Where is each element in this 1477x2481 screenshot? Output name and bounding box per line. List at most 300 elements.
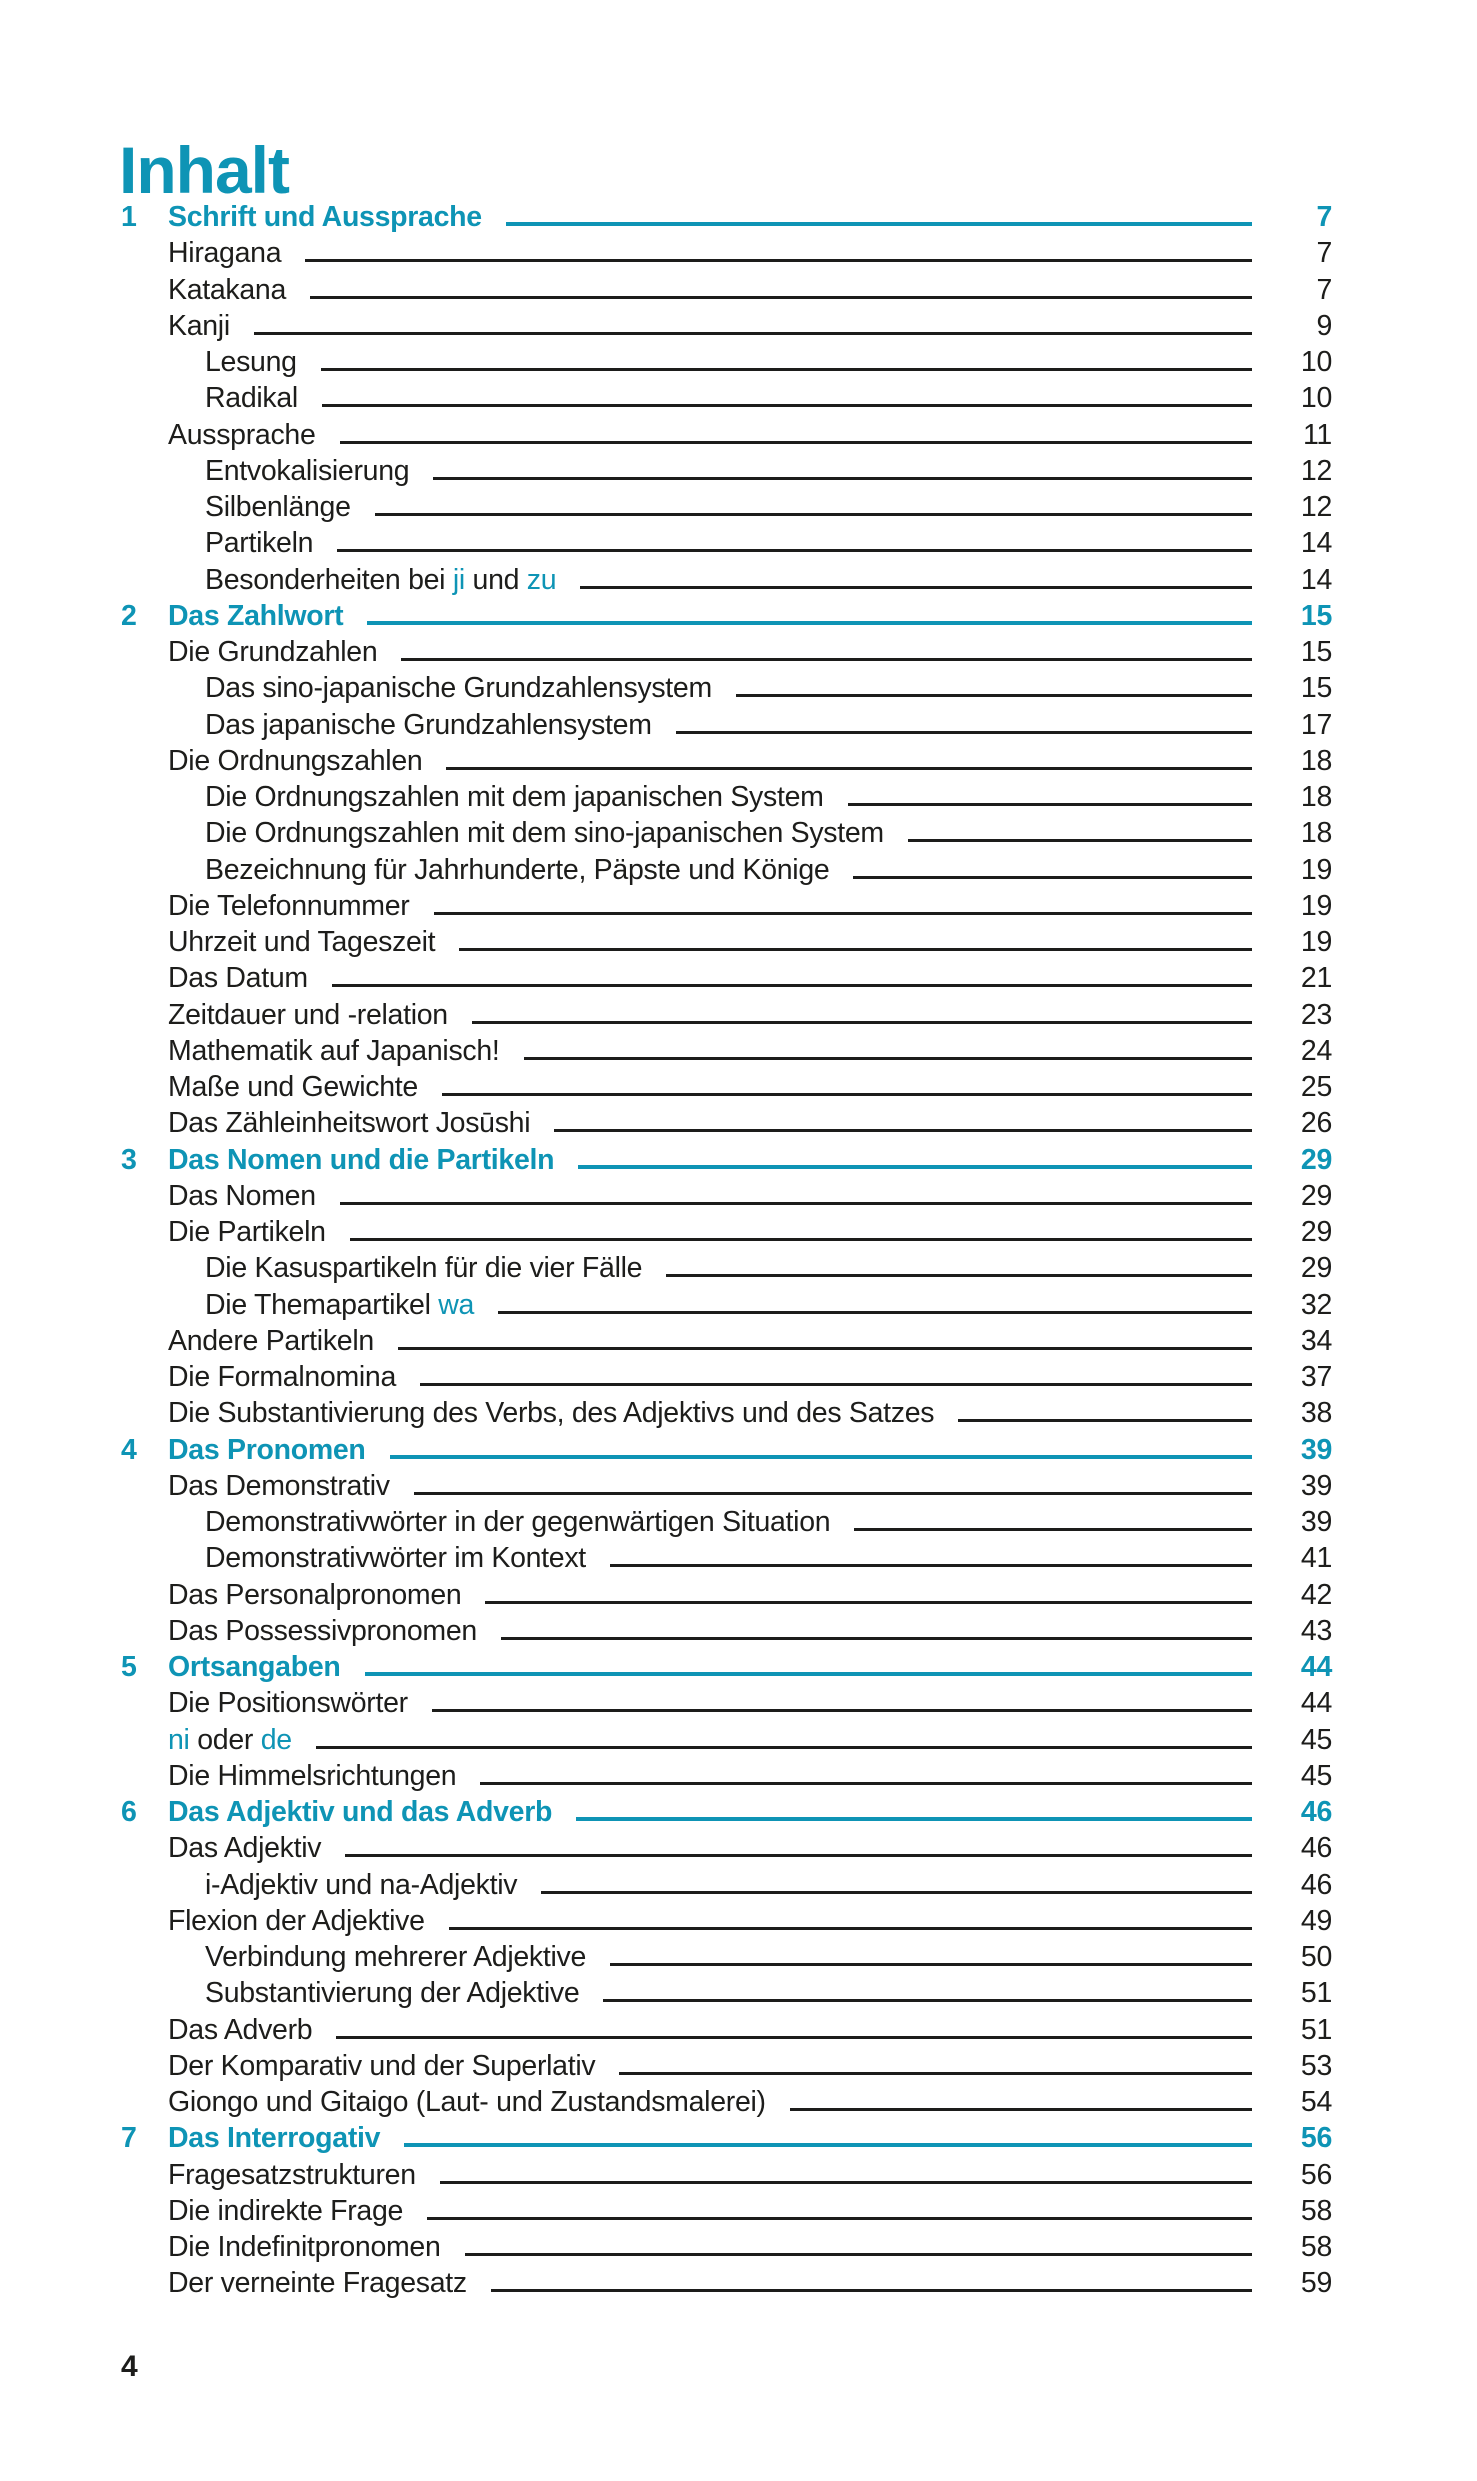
entry-label-accent-word: Das Pronomen — [168, 1433, 366, 1466]
entry-label — [205, 489, 351, 525]
entry-page-number: 42 — [1300, 1578, 1332, 1611]
entry-page-number: 21 — [1300, 962, 1332, 995]
entry-label-text: Flexion der Adjektive — [168, 1904, 425, 1937]
toc-entry — [121, 2229, 1332, 2265]
toc-entry — [121, 1323, 1332, 1359]
entry-label-text: Das Zähleinheitswort Josūshi — [168, 1107, 531, 1140]
entry-page-number: 14 — [1300, 563, 1332, 596]
chapter-number: 7 — [121, 2122, 137, 2155]
toc-entry — [121, 852, 1332, 888]
chapter-number: 5 — [121, 1651, 137, 1683]
leader-line — [433, 477, 1252, 480]
entry-page-number: 59 — [1300, 2267, 1332, 2300]
leader-line — [848, 803, 1252, 806]
entry-page-number: 37 — [1300, 1361, 1332, 1393]
entry-label-text: Die Kasuspartikeln für die vier Fälle — [205, 1252, 643, 1285]
leader-line — [350, 1238, 1252, 1241]
entry-label — [205, 562, 556, 598]
leader-line — [610, 1963, 1252, 1966]
entry-label-text: Die Ordnungszahlen mit dem sino-japanischen System — [205, 817, 884, 850]
entry-label-text: Das Demonstrativ — [168, 1469, 390, 1502]
entry-label — [205, 1287, 474, 1323]
leader-line — [501, 1637, 1252, 1640]
entry-page-number: 39 — [1300, 1469, 1332, 1502]
leader-line — [603, 1999, 1252, 2002]
entry-page-number: 19 — [1300, 889, 1332, 922]
leader-line — [449, 1927, 1252, 1930]
entry-page-number: 15 — [1300, 599, 1332, 632]
leader-line — [446, 767, 1252, 770]
entry-label — [168, 1359, 396, 1395]
entry-page-number: 29 — [1300, 1143, 1332, 1176]
entry-label — [168, 308, 230, 344]
leader-line — [610, 1564, 1252, 1567]
entry-label-text: Die Indefinitpronomen — [168, 2231, 441, 2263]
entry-page-number: 10 — [1300, 382, 1332, 415]
toc-entry — [121, 380, 1332, 416]
entry-page-number: 26 — [1300, 1107, 1332, 1140]
leader-line — [958, 1419, 1252, 1422]
entry-label — [205, 1250, 642, 1286]
entry-label — [168, 1794, 552, 1830]
entry-page-number: 44 — [1300, 1687, 1332, 1720]
entry-label — [205, 1540, 586, 1576]
entry-label — [168, 1069, 418, 1105]
toc-entry — [121, 779, 1332, 815]
page-number: 4 — [121, 2350, 138, 2383]
toc-entry — [121, 1287, 1332, 1323]
entry-page-number: 39 — [1300, 1506, 1332, 1538]
leader-line — [310, 296, 1252, 299]
entry-label — [168, 1178, 316, 1214]
chapter-number: 3 — [121, 1143, 137, 1176]
entry-page-number: 29 — [1300, 1216, 1332, 1248]
toc-entry — [121, 1685, 1332, 1721]
entry-page-number: 10 — [1300, 346, 1332, 378]
toc-entry — [121, 1577, 1332, 1613]
entry-page-number: 12 — [1300, 491, 1332, 523]
leader-line — [908, 839, 1252, 842]
entry-page-number: 7 — [1316, 237, 1332, 270]
entry-label-accent-word: de — [260, 1723, 292, 1756]
chapter-number: 2 — [121, 599, 137, 632]
entry-label-text: Lesung — [205, 346, 297, 378]
leader-line — [345, 1854, 1252, 1857]
entry-label-accent-word: ji — [452, 563, 465, 596]
entry-page-number: 43 — [1300, 1614, 1332, 1647]
entry-label — [168, 1830, 321, 1866]
toc-entry — [121, 344, 1332, 380]
toc-entry — [121, 2048, 1332, 2084]
entry-label — [168, 1214, 326, 1250]
entry-label — [168, 2229, 441, 2265]
toc-entry — [121, 1830, 1332, 1866]
entry-label-accent-word: Das Adjektiv und das Adverb — [168, 1796, 553, 1828]
entry-label-accent-word: Schrift und Aussprache — [168, 201, 482, 233]
toc-entry — [121, 1722, 1332, 1758]
leader-line — [524, 1057, 1252, 1060]
toc-entry — [121, 489, 1332, 525]
entry-label — [168, 1613, 477, 1649]
entry-label — [205, 1867, 517, 1903]
toc-entry — [121, 1069, 1332, 1105]
entry-page-number: 46 — [1300, 1796, 1332, 1828]
entry-label-text: Das Adverb — [168, 2013, 313, 2046]
entry-label-text: Die Himmelsrichtungen — [168, 1759, 457, 1792]
entry-label — [168, 1432, 366, 1468]
entry-page-number: 24 — [1300, 1034, 1332, 1067]
toc-entry — [121, 2265, 1332, 2301]
leader-line — [440, 2181, 1252, 2184]
leader-line — [321, 368, 1252, 371]
entry-label-text: Das sino-japanische Grundzahlensystem — [205, 672, 712, 705]
entry-page-number: 45 — [1300, 1759, 1332, 1792]
entry-label-text: Die Substantivierung des Verbs, des Adjektivs und des Satzes — [168, 1397, 935, 1430]
entry-label-text: Die Ordnungszahlen mit dem japanischen System — [205, 781, 824, 813]
leader-line — [442, 1093, 1252, 1096]
entry-label — [168, 598, 343, 634]
entry-label — [168, 634, 377, 670]
toc-entry — [121, 1939, 1332, 1975]
entry-label — [168, 1685, 408, 1721]
leader-line — [420, 1383, 1252, 1386]
toc-entry — [121, 199, 1332, 235]
entry-label-text: Fragesatzstrukturen — [168, 2158, 416, 2191]
entry-label-text: Die Formalnomina — [168, 1361, 397, 1393]
chapter-number: 4 — [121, 1433, 137, 1466]
toc-entry — [121, 997, 1332, 1033]
leader-line — [316, 1746, 1252, 1749]
entry-page-number: 56 — [1300, 2122, 1332, 2155]
entry-page-number: 39 — [1300, 1433, 1332, 1466]
entry-page-number: 51 — [1300, 1977, 1332, 2010]
entry-page-number: 18 — [1300, 817, 1332, 850]
entry-label-text: Radikal — [205, 382, 298, 415]
toc-entry — [121, 924, 1332, 960]
entry-label-text: Demonstrativwörter in der gegenwärtigen Situation — [205, 1506, 831, 1538]
entry-label — [205, 707, 652, 743]
leader-line — [465, 2253, 1252, 2256]
entry-page-number: 11 — [1303, 418, 1332, 451]
page-title: Inhalt — [119, 133, 289, 208]
entry-label-accent-word: Das Nomen und die Partikeln — [168, 1143, 555, 1176]
entry-label-text: Giongo und Gitaigo (Laut- und Zustandsmalerei) — [168, 2086, 766, 2118]
entry-label — [168, 1577, 461, 1613]
toc-entry — [121, 1975, 1332, 2011]
entry-label — [205, 525, 313, 561]
entry-label — [168, 199, 482, 235]
entry-label — [168, 743, 422, 779]
toc-entry — [121, 1142, 1332, 1178]
entry-label-accent-word: Ortsangaben — [168, 1651, 341, 1683]
entry-page-number: 44 — [1300, 1651, 1332, 1683]
leader-line — [790, 2108, 1252, 2111]
entry-page-number: 45 — [1300, 1723, 1332, 1756]
leader-line — [736, 694, 1252, 697]
entry-label — [168, 2084, 766, 2120]
entry-label — [168, 1903, 425, 1939]
entry-label — [205, 1504, 830, 1540]
leader-line — [365, 1672, 1253, 1676]
entry-page-number: 7 — [1316, 273, 1332, 306]
entry-label — [205, 779, 824, 815]
entry-label — [168, 1105, 530, 1141]
entry-label — [168, 2193, 403, 2229]
leader-line — [340, 1202, 1252, 1205]
chapter-number: 6 — [121, 1796, 137, 1828]
entry-page-number: 46 — [1300, 1868, 1332, 1901]
leader-line — [367, 621, 1252, 625]
toc-entry — [121, 1250, 1332, 1286]
toc-entry — [121, 1395, 1332, 1431]
toc-entry — [121, 2084, 1332, 2120]
toc-entry — [121, 888, 1332, 924]
entry-label-text: Das Possessivpronomen — [168, 1614, 477, 1647]
entry-page-number: 25 — [1300, 1071, 1332, 1103]
entry-label-text: Partikeln — [205, 527, 314, 560]
leader-line — [485, 1601, 1252, 1604]
leader-line — [853, 876, 1252, 879]
entry-label — [205, 852, 829, 888]
entry-label-text: oder — [189, 1723, 261, 1756]
entry-label — [168, 1758, 456, 1794]
entry-page-number: 46 — [1300, 1832, 1332, 1865]
toc-entry — [121, 1359, 1332, 1395]
entry-label-text: Substantivierung der Adjektive — [205, 1977, 580, 2010]
entry-label-text: Katakana — [168, 273, 287, 306]
toc-list — [121, 199, 1332, 2302]
leader-line — [434, 912, 1253, 915]
entry-label — [168, 2157, 416, 2193]
toc-entry — [121, 272, 1332, 308]
toc-entry — [121, 1794, 1332, 1830]
toc-entry — [121, 1033, 1332, 1069]
entry-label — [168, 1395, 934, 1431]
toc-entry — [121, 1613, 1332, 1649]
entry-page-number: 58 — [1300, 2231, 1332, 2263]
leader-line — [498, 1311, 1252, 1314]
leader-line — [506, 222, 1252, 226]
entry-page-number: 19 — [1300, 853, 1332, 886]
entry-label — [168, 235, 281, 271]
entry-page-number: 23 — [1300, 998, 1332, 1031]
entry-label — [168, 1468, 390, 1504]
leader-line — [427, 2217, 1252, 2220]
entry-label — [205, 815, 884, 851]
entry-label — [168, 1142, 554, 1178]
entry-label-text: Silbenlänge — [205, 491, 351, 523]
toc-entry — [121, 417, 1332, 453]
entry-label — [205, 670, 712, 706]
entry-label-text: Die Telefonnummer — [168, 889, 410, 922]
entry-label-text: Das Datum — [168, 962, 308, 995]
leader-line — [404, 2143, 1252, 2147]
leader-line — [491, 2289, 1252, 2292]
entry-label-text: Die Ordnungszahlen — [168, 744, 423, 777]
entry-page-number: 54 — [1300, 2086, 1332, 2118]
entry-label — [168, 2048, 595, 2084]
entry-label — [168, 888, 410, 924]
toc-entry — [121, 815, 1332, 851]
entry-label — [168, 2012, 312, 2048]
entry-page-number: 38 — [1300, 1397, 1332, 1430]
entry-page-number: 12 — [1300, 454, 1332, 487]
leader-line — [666, 1274, 1252, 1277]
toc-entry — [121, 1903, 1332, 1939]
entry-page-number: 34 — [1300, 1324, 1332, 1357]
entry-page-number: 58 — [1300, 2194, 1332, 2227]
entry-page-number: 50 — [1300, 1941, 1332, 1973]
toc-entry — [121, 525, 1332, 561]
toc-entry — [121, 743, 1332, 779]
entry-label-text: Die Positionswörter — [168, 1687, 408, 1720]
leader-line — [580, 586, 1252, 589]
toc-entry — [121, 308, 1332, 344]
entry-page-number: 51 — [1300, 2013, 1332, 2046]
leader-line — [554, 1129, 1252, 1132]
toc-entry — [121, 960, 1332, 996]
entry-page-number: 7 — [1316, 201, 1332, 233]
toc-entry — [121, 707, 1332, 743]
leader-line — [480, 1782, 1252, 1785]
entry-label-text: Das Personalpronomen — [168, 1578, 462, 1611]
toc-entry — [121, 453, 1332, 489]
leader-line — [676, 731, 1252, 734]
entry-label-text: Das japanische Grundzahlensystem — [205, 708, 652, 741]
entry-label-accent-word: wa — [438, 1288, 475, 1321]
leader-line — [254, 332, 1252, 335]
leader-line — [390, 1455, 1252, 1459]
entry-label-accent-word: zu — [526, 563, 557, 596]
leader-line — [854, 1528, 1252, 1531]
entry-label-text: Der Komparativ und der Superlativ — [168, 2049, 596, 2082]
leader-line — [459, 948, 1252, 951]
entry-page-number: 29 — [1300, 1252, 1332, 1285]
toc-entry — [121, 1758, 1332, 1794]
entry-label-text: Hiragana — [168, 237, 282, 270]
entry-label-accent-word: Das Zahlwort — [168, 599, 344, 632]
entry-page-number: 15 — [1300, 636, 1332, 668]
entry-label-accent-word: Das Interrogativ — [168, 2122, 381, 2155]
leader-line — [332, 984, 1252, 987]
entry-page-number: 32 — [1300, 1288, 1332, 1321]
entry-label-text: Die indirekte Frage — [168, 2194, 404, 2227]
entry-label-text: Kanji — [168, 309, 230, 342]
toc-entry — [121, 2120, 1332, 2156]
entry-label-accent-word: ni — [168, 1723, 190, 1756]
entry-page-number: 49 — [1300, 1904, 1332, 1937]
entry-label-text: Uhrzeit und Tageszeit — [168, 926, 436, 958]
leader-line — [472, 1021, 1252, 1024]
toc-entry — [121, 2157, 1332, 2193]
entry-label-text: und — [464, 563, 527, 596]
toc-entry — [121, 1468, 1332, 1504]
entry-label-text: Mathematik auf Japanisch! — [168, 1034, 500, 1067]
entry-label — [168, 1649, 341, 1685]
entry-label — [168, 960, 308, 996]
entry-label-text: Demonstrativwörter im Kontext — [205, 1542, 586, 1575]
entry-page-number: 56 — [1300, 2158, 1332, 2191]
entry-label-text: Aussprache — [168, 418, 316, 451]
leader-line — [619, 2072, 1252, 2075]
toc-entry — [121, 1214, 1332, 1250]
toc-entry — [121, 235, 1332, 271]
entry-label-text: Die Partikeln — [168, 1216, 326, 1248]
leader-line — [414, 1492, 1252, 1495]
leader-line — [340, 441, 1252, 444]
toc-entry — [121, 562, 1332, 598]
toc-entry — [121, 1105, 1332, 1141]
entry-page-number: 17 — [1300, 708, 1332, 741]
entry-label — [168, 1323, 374, 1359]
entry-label — [168, 2265, 467, 2301]
entry-label-text: Verbindung mehrerer Adjektive — [205, 1941, 587, 1973]
entry-label — [205, 453, 409, 489]
entry-page-number: 18 — [1300, 781, 1332, 813]
entry-label — [205, 380, 298, 416]
entry-page-number: 29 — [1300, 1179, 1332, 1212]
entry-label-text: Besonderheiten bei — [205, 563, 453, 596]
leader-line — [578, 1165, 1252, 1169]
toc-entry — [121, 2193, 1332, 2229]
entry-page-number: 41 — [1300, 1542, 1332, 1575]
entry-label-text: Entvokalisierung — [205, 454, 410, 487]
toc-entry — [121, 1432, 1332, 1468]
toc-entry — [121, 1504, 1332, 1540]
toc-entry — [121, 634, 1332, 670]
entry-label-text: Das Nomen — [168, 1179, 316, 1212]
entry-label-text: i-Adjektiv und na-Adjektiv — [205, 1868, 518, 1901]
entry-page-number: 18 — [1300, 744, 1332, 777]
entry-page-number: 19 — [1300, 926, 1332, 958]
entry-label — [168, 997, 448, 1033]
entry-label — [168, 2120, 380, 2156]
toc-entry — [121, 1540, 1332, 1576]
entry-page-number: 14 — [1300, 527, 1332, 560]
leader-line — [375, 513, 1252, 516]
leader-line — [576, 1817, 1252, 1821]
entry-label-text: Andere Partikeln — [168, 1324, 374, 1357]
leader-line — [398, 1347, 1252, 1350]
leader-line — [432, 1709, 1252, 1712]
entry-label-text: Zeitdauer und -relation — [168, 998, 448, 1031]
entry-page-number: 15 — [1300, 672, 1332, 705]
entry-label — [168, 924, 435, 960]
entry-label — [168, 417, 316, 453]
toc-entry — [121, 2012, 1332, 2048]
leader-line — [322, 404, 1252, 407]
entry-page-number: 9 — [1316, 309, 1332, 342]
entry-label — [205, 344, 297, 380]
entry-label — [205, 1975, 579, 2011]
toc-entry — [121, 670, 1332, 706]
leader-line — [401, 658, 1252, 661]
entry-label-text: Das Adjektiv — [168, 1832, 322, 1865]
entry-label-text: Bezeichnung für Jahrhunderte, Päpste und Könige — [205, 853, 830, 886]
entry-label — [168, 1722, 292, 1758]
entry-label — [205, 1939, 586, 1975]
entry-page-number: 53 — [1300, 2049, 1332, 2082]
leader-line — [541, 1891, 1252, 1894]
toc-entry — [121, 1867, 1332, 1903]
toc-entry — [121, 1649, 1332, 1685]
entry-label-text: Der verneinte Fragesatz — [168, 2267, 467, 2300]
leader-line — [337, 549, 1252, 552]
toc-entry — [121, 598, 1332, 634]
leader-line — [336, 2036, 1252, 2039]
chapter-number: 1 — [121, 201, 137, 233]
entry-label-text: Die Grundzahlen — [168, 636, 378, 668]
